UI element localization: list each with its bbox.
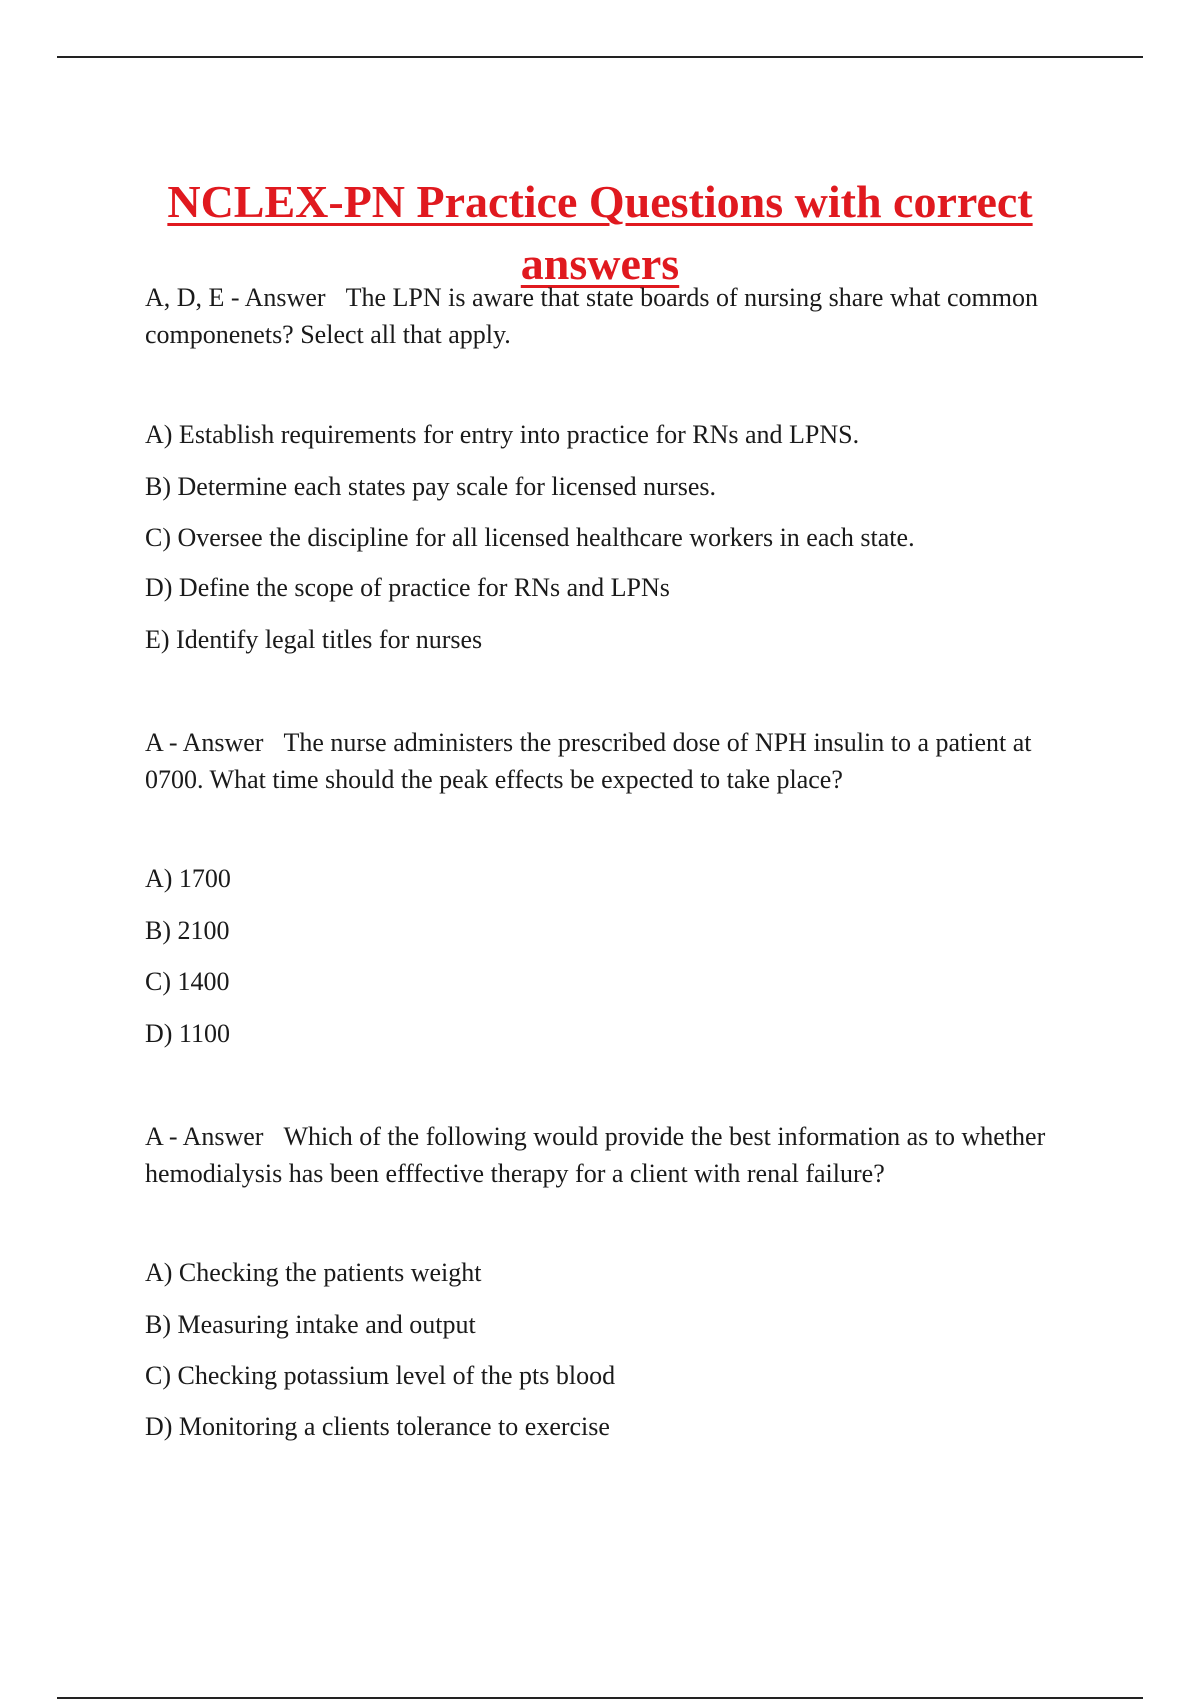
question-2-answer: A - Answer: [145, 728, 264, 757]
question-2-option-d: D) 1100: [145, 1019, 230, 1048]
question-3-option-a: A) Checking the patients weight: [145, 1258, 482, 1287]
question-1-option-b: B) Determine each states pay scale for licensed nurses.: [145, 472, 717, 501]
question-3-answer: A - Answer: [145, 1122, 264, 1151]
question-1-text: The LPN is aware that state boards of nursing share what common componenets? Select all that apply.: [145, 283, 1038, 349]
question-1-option-d: D) Define the scope of practice for RNs and LPNs: [145, 573, 670, 602]
question-2: [145, 724, 1095, 798]
question-1-option-a: A) Establish requirements for entry into practice for RNs and LPNS.: [145, 420, 860, 449]
question-2-option-b: B) 2100: [145, 916, 230, 945]
question-3-option-b: B) Measuring intake and output: [145, 1310, 476, 1339]
question-3-option-d: D) Monitoring a clients tolerance to exercise: [145, 1412, 610, 1441]
question-3-option-c: C) Checking potassium level of the pts blood: [145, 1361, 616, 1390]
footer-rule: [57, 1697, 1143, 1699]
question-2-option-c: C) 1400: [145, 967, 230, 996]
question-2-option-a: A) 1700: [145, 864, 231, 893]
question-1-option-c: C) Oversee the discipline for all licensed healthcare workers in each state.: [145, 523, 915, 552]
question-1-answer: A, D, E - Answer: [145, 283, 326, 312]
page-title: NCLEX-PN Practice Questions with correct answers: [167, 175, 1033, 289]
header-rule: [57, 56, 1143, 58]
question-1: [145, 279, 1095, 353]
question-3: [145, 1118, 1095, 1192]
question-3-text: Which of the following would provide the best information as to whether hemodialysis has been efffective therapy for a client with renal failure?: [145, 1122, 1046, 1188]
question-2-text: The nurse administers the prescribed dose of NPH insulin to a patient at 0700. What time should the peak effects be expected to take place?: [145, 728, 1032, 794]
question-1-option-e: E) Identify legal titles for nurses: [145, 625, 483, 654]
